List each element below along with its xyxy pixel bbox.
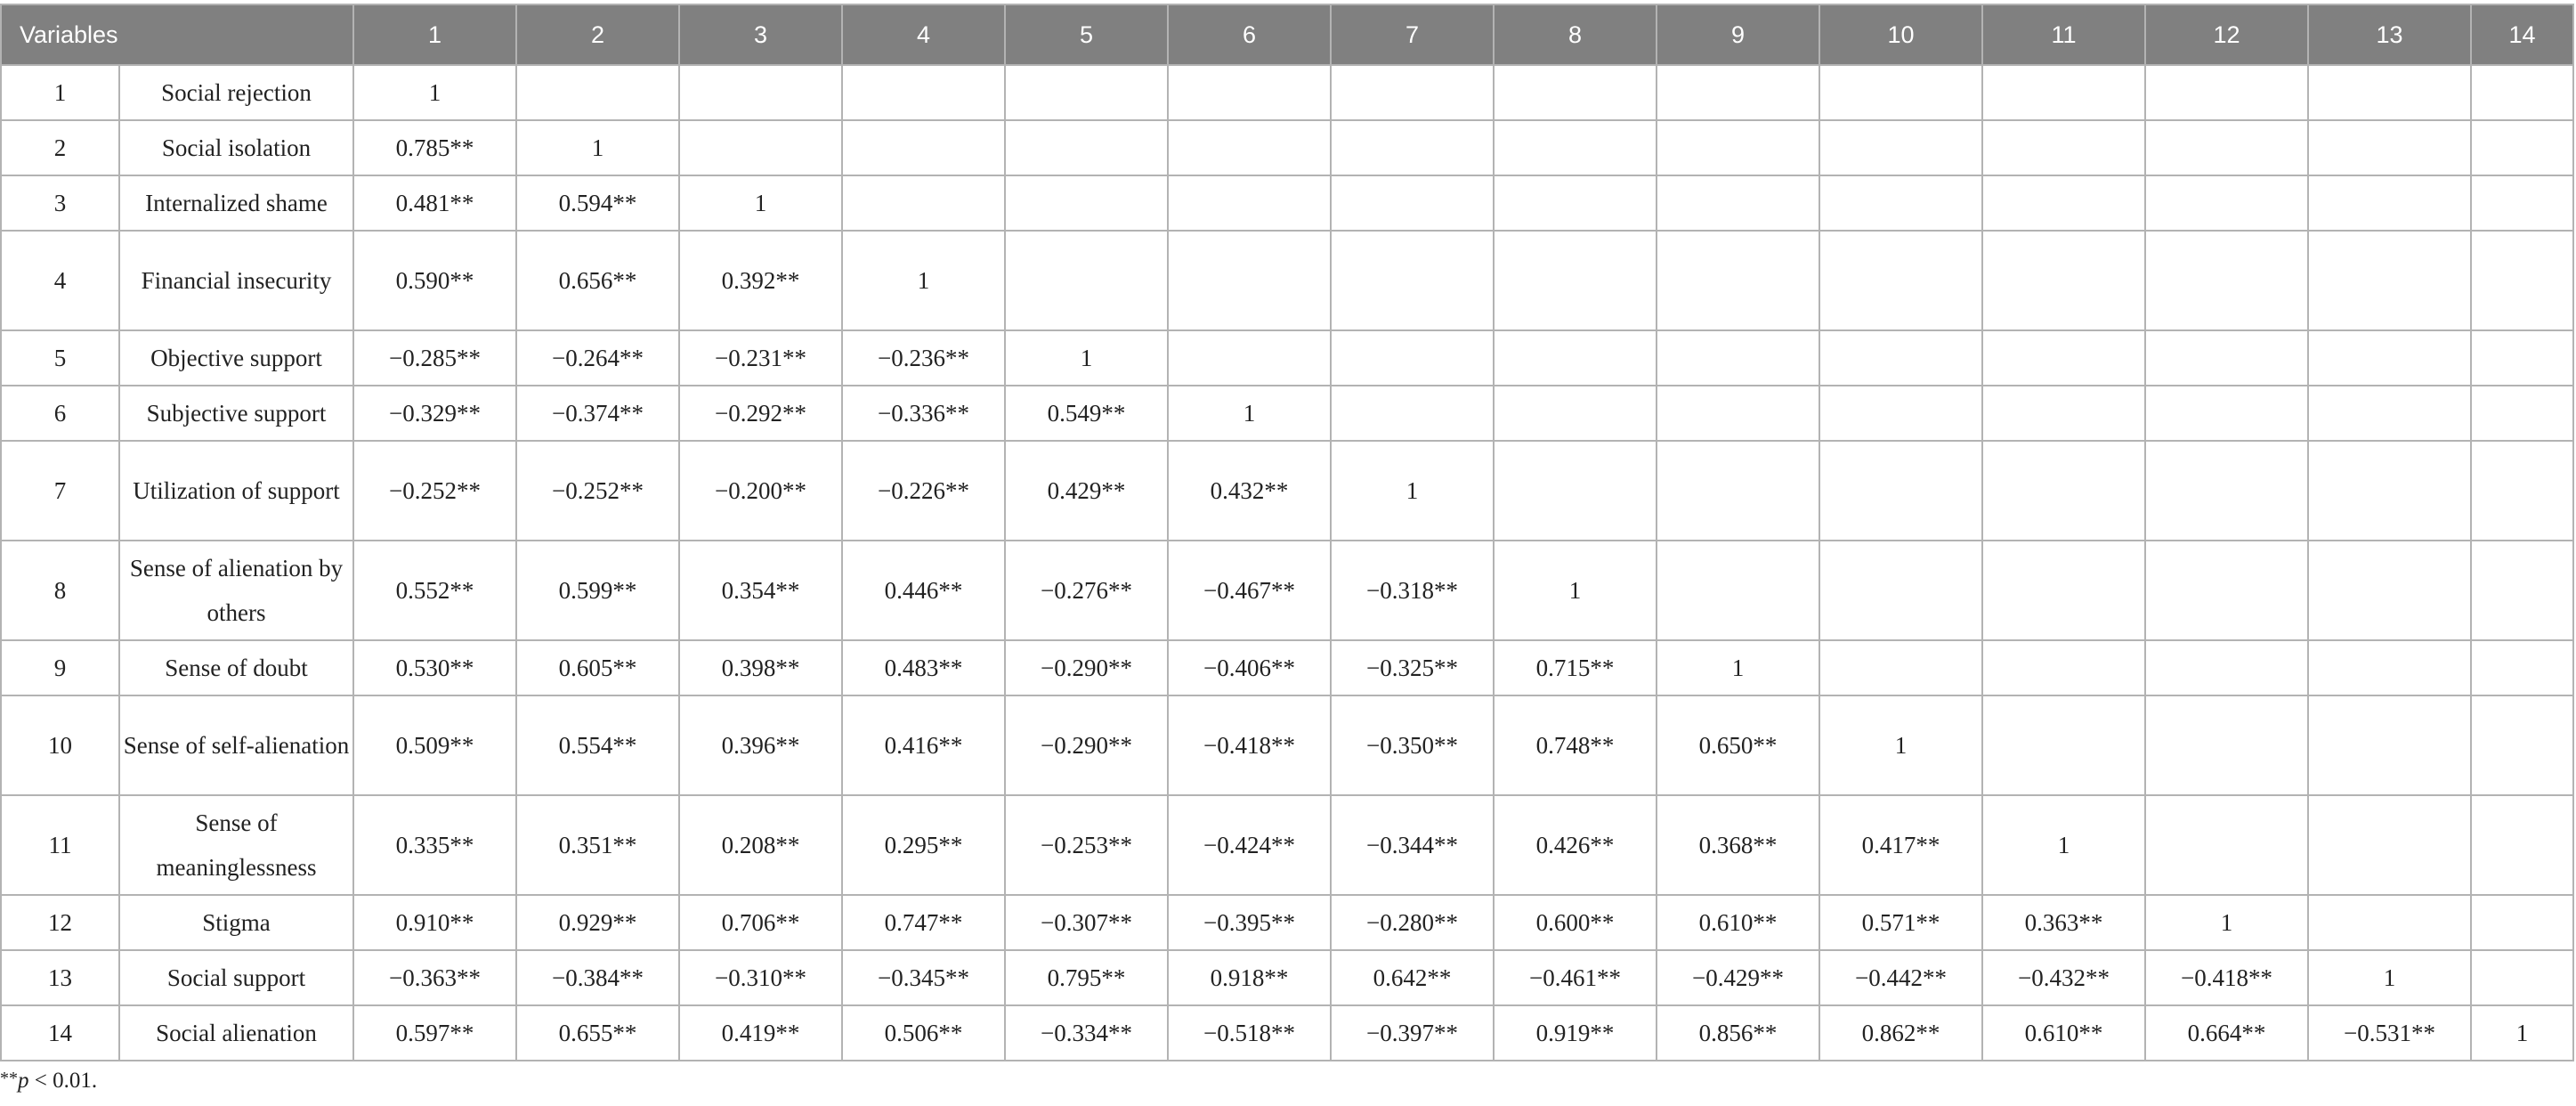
- correlation-cell: [1331, 175, 1494, 231]
- correlation-cell: [1819, 640, 1982, 695]
- table-row: [1, 640, 2573, 695]
- correlation-cell: 1: [1494, 541, 1657, 640]
- correlation-cell: [2145, 175, 2308, 231]
- correlation-cell: [2145, 65, 2308, 120]
- correlation-cell: 0.549**: [1005, 386, 1168, 441]
- correlation-cell: −0.531**: [2308, 1005, 2471, 1061]
- correlation-cell: [1331, 386, 1494, 441]
- correlation-cell: [679, 120, 842, 175]
- correlation-cell: 0.600**: [1494, 895, 1657, 950]
- row-number: 8: [1, 541, 119, 640]
- header-col-6: 6: [1168, 4, 1331, 65]
- correlation-cell: [2471, 695, 2573, 795]
- correlation-cell: 0.446**: [842, 541, 1005, 640]
- correlation-cell: −0.226**: [842, 441, 1005, 541]
- correlation-table: [0, 4, 2574, 1061]
- correlation-cell: 0.392**: [679, 231, 842, 330]
- correlation-cell: [1819, 120, 1982, 175]
- correlation-cell: 0.785**: [353, 120, 516, 175]
- correlation-cell: 1: [353, 65, 516, 120]
- correlation-cell: 0.610**: [1982, 1005, 2145, 1061]
- correlation-cell: −0.334**: [1005, 1005, 1168, 1061]
- correlation-cell: [1005, 175, 1168, 231]
- row-number: 11: [1, 795, 119, 895]
- correlation-cell: −0.461**: [1494, 950, 1657, 1005]
- correlation-cell: [1657, 175, 1819, 231]
- variable-name: Sense of self-alienation: [119, 695, 353, 795]
- header-col-1: 1: [353, 4, 516, 65]
- correlation-cell: −0.345**: [842, 950, 1005, 1005]
- correlation-cell: 0.918**: [1168, 950, 1331, 1005]
- correlation-cell: 1: [679, 175, 842, 231]
- footnote-text: < 0.01.: [28, 1069, 98, 1093]
- header-col-14: 14: [2471, 4, 2573, 65]
- correlation-cell: [1657, 231, 1819, 330]
- correlation-cell: 1: [1657, 640, 1819, 695]
- correlation-cell: 0.530**: [353, 640, 516, 695]
- correlation-cell: 0.656**: [516, 231, 679, 330]
- correlation-cell: 1: [1819, 695, 1982, 795]
- correlation-cell: [2145, 120, 2308, 175]
- correlation-cell: 1: [2308, 950, 2471, 1005]
- table-body: [1, 65, 2573, 1061]
- correlation-cell: 0.416**: [842, 695, 1005, 795]
- correlation-cell: −0.264**: [516, 330, 679, 386]
- correlation-cell: [1982, 120, 2145, 175]
- correlation-cell: [2145, 695, 2308, 795]
- table-row: [1, 795, 2573, 895]
- correlation-cell: [1168, 65, 1331, 120]
- correlation-cell: [1982, 330, 2145, 386]
- correlation-cell: [1982, 640, 2145, 695]
- correlation-cell: 1: [2145, 895, 2308, 950]
- correlation-cell: [1494, 441, 1657, 541]
- variable-name: Internalized shame: [119, 175, 353, 231]
- correlation-cell: [2308, 231, 2471, 330]
- table-row: [1, 895, 2573, 950]
- correlation-cell: 0.795**: [1005, 950, 1168, 1005]
- correlation-cell: 0.642**: [1331, 950, 1494, 1005]
- correlation-cell: 0.605**: [516, 640, 679, 695]
- correlation-cell: [2145, 386, 2308, 441]
- correlation-cell: [1168, 330, 1331, 386]
- correlation-cell: [1819, 541, 1982, 640]
- correlation-cell: 0.599**: [516, 541, 679, 640]
- correlation-cell: −0.231**: [679, 330, 842, 386]
- header-row: [1, 4, 2573, 65]
- correlation-cell: 0.747**: [842, 895, 1005, 950]
- footnote-p: p: [18, 1069, 29, 1093]
- correlation-cell: [2145, 231, 2308, 330]
- table-row: [1, 1005, 2573, 1061]
- variable-name: Social support: [119, 950, 353, 1005]
- correlation-cell: 0.295**: [842, 795, 1005, 895]
- correlation-cell: [1982, 231, 2145, 330]
- correlation-cell: [2308, 386, 2471, 441]
- correlation-cell: [1494, 120, 1657, 175]
- correlation-cell: [1819, 175, 1982, 231]
- correlation-cell: [2471, 950, 2573, 1005]
- header-col-2: 2: [516, 4, 679, 65]
- variable-name: Subjective support: [119, 386, 353, 441]
- correlation-cell: 1: [1982, 795, 2145, 895]
- correlation-cell: 1: [516, 120, 679, 175]
- variable-name: Sense of doubt: [119, 640, 353, 695]
- correlation-cell: 0.655**: [516, 1005, 679, 1061]
- variable-name: Objective support: [119, 330, 353, 386]
- row-number: 5: [1, 330, 119, 386]
- correlation-cell: 0.398**: [679, 640, 842, 695]
- correlation-cell: [2308, 441, 2471, 541]
- correlation-cell: 0.554**: [516, 695, 679, 795]
- correlation-cell: [2471, 795, 2573, 895]
- correlation-cell: 0.929**: [516, 895, 679, 950]
- correlation-cell: 0.354**: [679, 541, 842, 640]
- header-col-12: 12: [2145, 4, 2308, 65]
- correlation-cell: [2471, 640, 2573, 695]
- correlation-cell: [1657, 386, 1819, 441]
- row-number: 9: [1, 640, 119, 695]
- correlation-cell: 0.594**: [516, 175, 679, 231]
- correlation-cell: [1331, 65, 1494, 120]
- correlation-cell: [1168, 175, 1331, 231]
- correlation-cell: [2308, 65, 2471, 120]
- correlation-cell: −0.252**: [516, 441, 679, 541]
- correlation-cell: [1494, 65, 1657, 120]
- correlation-cell: [2145, 640, 2308, 695]
- correlation-cell: 0.335**: [353, 795, 516, 895]
- correlation-cell: [2471, 231, 2573, 330]
- correlation-cell: −0.424**: [1168, 795, 1331, 895]
- correlation-cell: −0.292**: [679, 386, 842, 441]
- correlation-cell: [2471, 65, 2573, 120]
- correlation-cell: [516, 65, 679, 120]
- correlation-cell: −0.418**: [1168, 695, 1331, 795]
- correlation-cell: 0.396**: [679, 695, 842, 795]
- correlation-cell: [2308, 330, 2471, 386]
- correlation-cell: [1819, 231, 1982, 330]
- correlation-cell: [1657, 541, 1819, 640]
- table-row: [1, 695, 2573, 795]
- table-row: [1, 65, 2573, 120]
- correlation-cell: [1982, 441, 2145, 541]
- row-number: 2: [1, 120, 119, 175]
- variable-name: Social alienation: [119, 1005, 353, 1061]
- correlation-cell: 0.910**: [353, 895, 516, 950]
- table-footnote: [0, 1069, 97, 1094]
- correlation-cell: −0.236**: [842, 330, 1005, 386]
- correlation-cell: 0.862**: [1819, 1005, 1982, 1061]
- variable-name: Financial insecurity: [119, 231, 353, 330]
- correlation-cell: −0.310**: [679, 950, 842, 1005]
- correlation-cell: [2145, 541, 2308, 640]
- correlation-cell: 0.552**: [353, 541, 516, 640]
- table-row: [1, 950, 2573, 1005]
- correlation-cell: 0.919**: [1494, 1005, 1657, 1061]
- row-number: 10: [1, 695, 119, 795]
- correlation-cell: 0.706**: [679, 895, 842, 950]
- correlation-cell: −0.336**: [842, 386, 1005, 441]
- row-number: 6: [1, 386, 119, 441]
- row-number: 1: [1, 65, 119, 120]
- correlation-cell: [1982, 65, 2145, 120]
- correlation-cell: 0.610**: [1657, 895, 1819, 950]
- correlation-cell: −0.397**: [1331, 1005, 1494, 1061]
- correlation-cell: [1982, 386, 2145, 441]
- header-col-4: 4: [842, 4, 1005, 65]
- table-row: [1, 175, 2573, 231]
- correlation-cell: [1982, 175, 2145, 231]
- correlation-cell: 0.419**: [679, 1005, 842, 1061]
- correlation-cell: [2471, 541, 2573, 640]
- header-variables: Variables: [1, 4, 353, 65]
- correlation-cell: [2308, 175, 2471, 231]
- correlation-cell: −0.325**: [1331, 640, 1494, 695]
- correlation-cell: [679, 65, 842, 120]
- correlation-cell: 0.856**: [1657, 1005, 1819, 1061]
- correlation-cell: [1657, 441, 1819, 541]
- correlation-cell: 0.426**: [1494, 795, 1657, 895]
- correlation-cell: [2308, 640, 2471, 695]
- correlation-cell: 0.417**: [1819, 795, 1982, 895]
- correlation-cell: [1494, 386, 1657, 441]
- correlation-cell: [1494, 175, 1657, 231]
- header-col-10: 10: [1819, 4, 1982, 65]
- correlation-cell: 1: [2471, 1005, 2573, 1061]
- correlation-cell: −0.344**: [1331, 795, 1494, 895]
- correlation-cell: 1: [842, 231, 1005, 330]
- header-col-13: 13: [2308, 4, 2471, 65]
- table-row: [1, 441, 2573, 541]
- correlation-cell: 0.432**: [1168, 441, 1331, 541]
- correlation-cell: [1819, 386, 1982, 441]
- correlation-cell: 0.571**: [1819, 895, 1982, 950]
- correlation-cell: [2308, 695, 2471, 795]
- correlation-cell: 0.363**: [1982, 895, 2145, 950]
- correlation-cell: [1331, 330, 1494, 386]
- correlation-cell: 1: [1168, 386, 1331, 441]
- footnote-symbol: **: [0, 1069, 18, 1088]
- correlation-cell: 1: [1331, 441, 1494, 541]
- correlation-cell: 0.715**: [1494, 640, 1657, 695]
- correlation-cell: 0.509**: [353, 695, 516, 795]
- correlation-cell: 0.664**: [2145, 1005, 2308, 1061]
- correlation-cell: −0.384**: [516, 950, 679, 1005]
- correlation-cell: [842, 120, 1005, 175]
- correlation-cell: [2308, 541, 2471, 640]
- correlation-cell: −0.350**: [1331, 695, 1494, 795]
- correlation-cell: [1657, 330, 1819, 386]
- correlation-cell: −0.252**: [353, 441, 516, 541]
- correlation-cell: 0.481**: [353, 175, 516, 231]
- table-row: [1, 120, 2573, 175]
- correlation-cell: [2471, 175, 2573, 231]
- correlation-cell: [2145, 795, 2308, 895]
- correlation-cell: [1005, 231, 1168, 330]
- header-col-7: 7: [1331, 4, 1494, 65]
- correlation-cell: −0.467**: [1168, 541, 1331, 640]
- correlation-cell: [842, 65, 1005, 120]
- correlation-cell: [1657, 120, 1819, 175]
- correlation-cell: [1819, 330, 1982, 386]
- row-number: 7: [1, 441, 119, 541]
- correlation-cell: [1819, 441, 1982, 541]
- header-col-8: 8: [1494, 4, 1657, 65]
- correlation-cell: [1819, 65, 1982, 120]
- correlation-cell: [2145, 330, 2308, 386]
- variable-name: Stigma: [119, 895, 353, 950]
- table-row: [1, 330, 2573, 386]
- correlation-cell: −0.200**: [679, 441, 842, 541]
- correlation-cell: −0.307**: [1005, 895, 1168, 950]
- correlation-cell: 0.368**: [1657, 795, 1819, 895]
- header-col-11: 11: [1982, 4, 2145, 65]
- correlation-cell: [1168, 231, 1331, 330]
- correlation-cell: 0.429**: [1005, 441, 1168, 541]
- correlation-cell: [1168, 120, 1331, 175]
- correlation-cell: [2471, 120, 2573, 175]
- correlation-cell: [2308, 895, 2471, 950]
- correlation-cell: −0.442**: [1819, 950, 1982, 1005]
- correlation-cell: [2308, 795, 2471, 895]
- correlation-cell: −0.363**: [353, 950, 516, 1005]
- correlation-cell: 0.748**: [1494, 695, 1657, 795]
- correlation-cell: −0.432**: [1982, 950, 2145, 1005]
- header-col-5: 5: [1005, 4, 1168, 65]
- correlation-cell: [1494, 231, 1657, 330]
- table-row: [1, 231, 2573, 330]
- correlation-cell: [1005, 65, 1168, 120]
- correlation-cell: 0.590**: [353, 231, 516, 330]
- correlation-cell: [1494, 330, 1657, 386]
- row-number: 13: [1, 950, 119, 1005]
- correlation-cell: 0.650**: [1657, 695, 1819, 795]
- correlation-cell: [1005, 120, 1168, 175]
- correlation-cell: [2145, 441, 2308, 541]
- correlation-cell: −0.280**: [1331, 895, 1494, 950]
- header-col-9: 9: [1657, 4, 1819, 65]
- table-header: [1, 4, 2573, 65]
- correlation-cell: [1331, 231, 1494, 330]
- variable-name: Social rejection: [119, 65, 353, 120]
- table-row: [1, 541, 2573, 640]
- correlation-cell: [842, 175, 1005, 231]
- variable-name: Sense of alienation by others: [119, 541, 353, 640]
- correlation-cell: [2471, 386, 2573, 441]
- correlation-cell: [2471, 895, 2573, 950]
- correlation-cell: 0.208**: [679, 795, 842, 895]
- variable-name: Utilization of support: [119, 441, 353, 541]
- correlation-cell: −0.318**: [1331, 541, 1494, 640]
- correlation-cell: −0.374**: [516, 386, 679, 441]
- variable-name: Social isolation: [119, 120, 353, 175]
- correlation-cell: −0.253**: [1005, 795, 1168, 895]
- row-number: 3: [1, 175, 119, 231]
- correlation-cell: −0.429**: [1657, 950, 1819, 1005]
- correlation-cell: −0.290**: [1005, 695, 1168, 795]
- correlation-cell: [1331, 120, 1494, 175]
- correlation-cell: [1982, 695, 2145, 795]
- correlation-cell: −0.276**: [1005, 541, 1168, 640]
- correlation-cell: [2471, 330, 2573, 386]
- row-number: 14: [1, 1005, 119, 1061]
- correlation-cell: −0.329**: [353, 386, 516, 441]
- correlation-cell: −0.518**: [1168, 1005, 1331, 1061]
- row-number: 4: [1, 231, 119, 330]
- correlation-cell: −0.395**: [1168, 895, 1331, 950]
- correlation-cell: [1657, 65, 1819, 120]
- correlation-cell: 0.351**: [516, 795, 679, 895]
- correlation-cell: [1982, 541, 2145, 640]
- correlation-cell: [2308, 120, 2471, 175]
- row-number: 12: [1, 895, 119, 950]
- header-col-3: 3: [679, 4, 842, 65]
- variable-name: Sense of meaninglessness: [119, 795, 353, 895]
- correlation-cell: 0.597**: [353, 1005, 516, 1061]
- correlation-cell: [2471, 441, 2573, 541]
- correlation-cell: 0.506**: [842, 1005, 1005, 1061]
- correlation-cell: −0.406**: [1168, 640, 1331, 695]
- correlation-cell: −0.418**: [2145, 950, 2308, 1005]
- correlation-cell: 0.483**: [842, 640, 1005, 695]
- table-row: [1, 386, 2573, 441]
- correlation-cell: −0.290**: [1005, 640, 1168, 695]
- correlation-cell: −0.285**: [353, 330, 516, 386]
- correlation-cell: 1: [1005, 330, 1168, 386]
